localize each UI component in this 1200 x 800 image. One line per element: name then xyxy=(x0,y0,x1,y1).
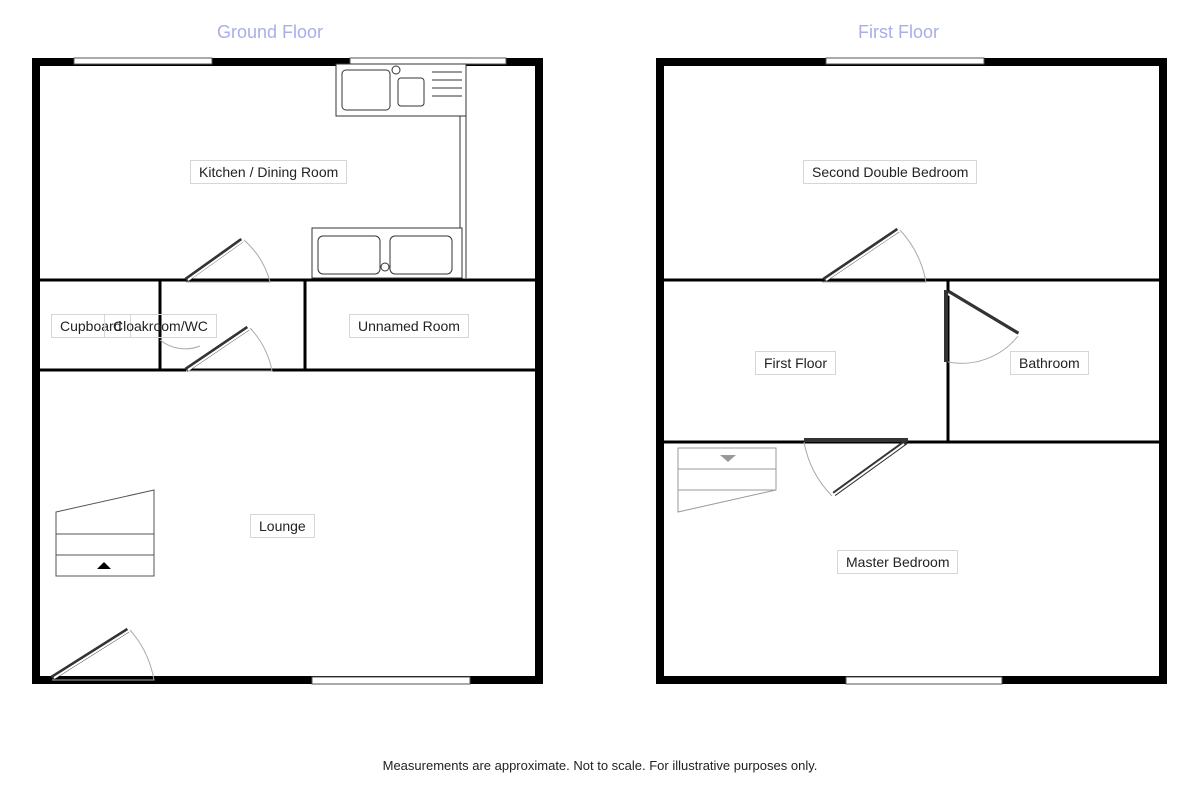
room-label-bathroom: Bathroom xyxy=(1010,351,1089,375)
disclaimer-text: Measurements are approximate. Not to scale. For illustrative purposes only. xyxy=(382,758,818,773)
room-label-second-bedroom: Second Double Bedroom xyxy=(803,160,977,184)
ground-floor-stairs xyxy=(56,490,154,576)
sink-bowl-left xyxy=(342,70,390,110)
lounge-window xyxy=(312,677,470,684)
kitchen-window-right xyxy=(350,58,506,64)
first-floor-title: First Floor xyxy=(858,22,939,42)
kitchen-door xyxy=(186,240,270,282)
double-sink-bowl-left xyxy=(318,236,380,274)
room-label-kitchen: Kitchen / Dining Room xyxy=(190,160,347,184)
kitchen-window-left xyxy=(74,58,212,64)
ground-floor-plan xyxy=(36,58,539,684)
room-label-unnamed-room: Unnamed Room xyxy=(349,314,469,338)
room-label-master-bedroom: Master Bedroom xyxy=(837,550,958,574)
sink-tap xyxy=(392,66,400,74)
second-bedroom-door xyxy=(822,230,926,282)
bedroom-window xyxy=(826,58,984,64)
double-sink-bowl-right xyxy=(390,236,452,274)
room-label-lounge: Lounge xyxy=(250,514,315,538)
front-door xyxy=(52,630,154,680)
master-bedroom-window xyxy=(846,677,1002,684)
room-label-landing: First Floor xyxy=(755,351,836,375)
sink-bowl-right xyxy=(398,78,424,106)
master-bedroom-door xyxy=(804,440,908,496)
room-label-cupboard: Cupboard xyxy=(51,314,131,338)
room-label-cloakroom: Cloakroom/WC xyxy=(104,314,217,338)
first-floor-stairs xyxy=(678,448,776,512)
double-sink-tap xyxy=(381,263,389,271)
cupboard-door xyxy=(160,340,200,349)
ground-floor-title: Ground Floor xyxy=(217,22,324,42)
bathroom-door xyxy=(946,290,1018,363)
